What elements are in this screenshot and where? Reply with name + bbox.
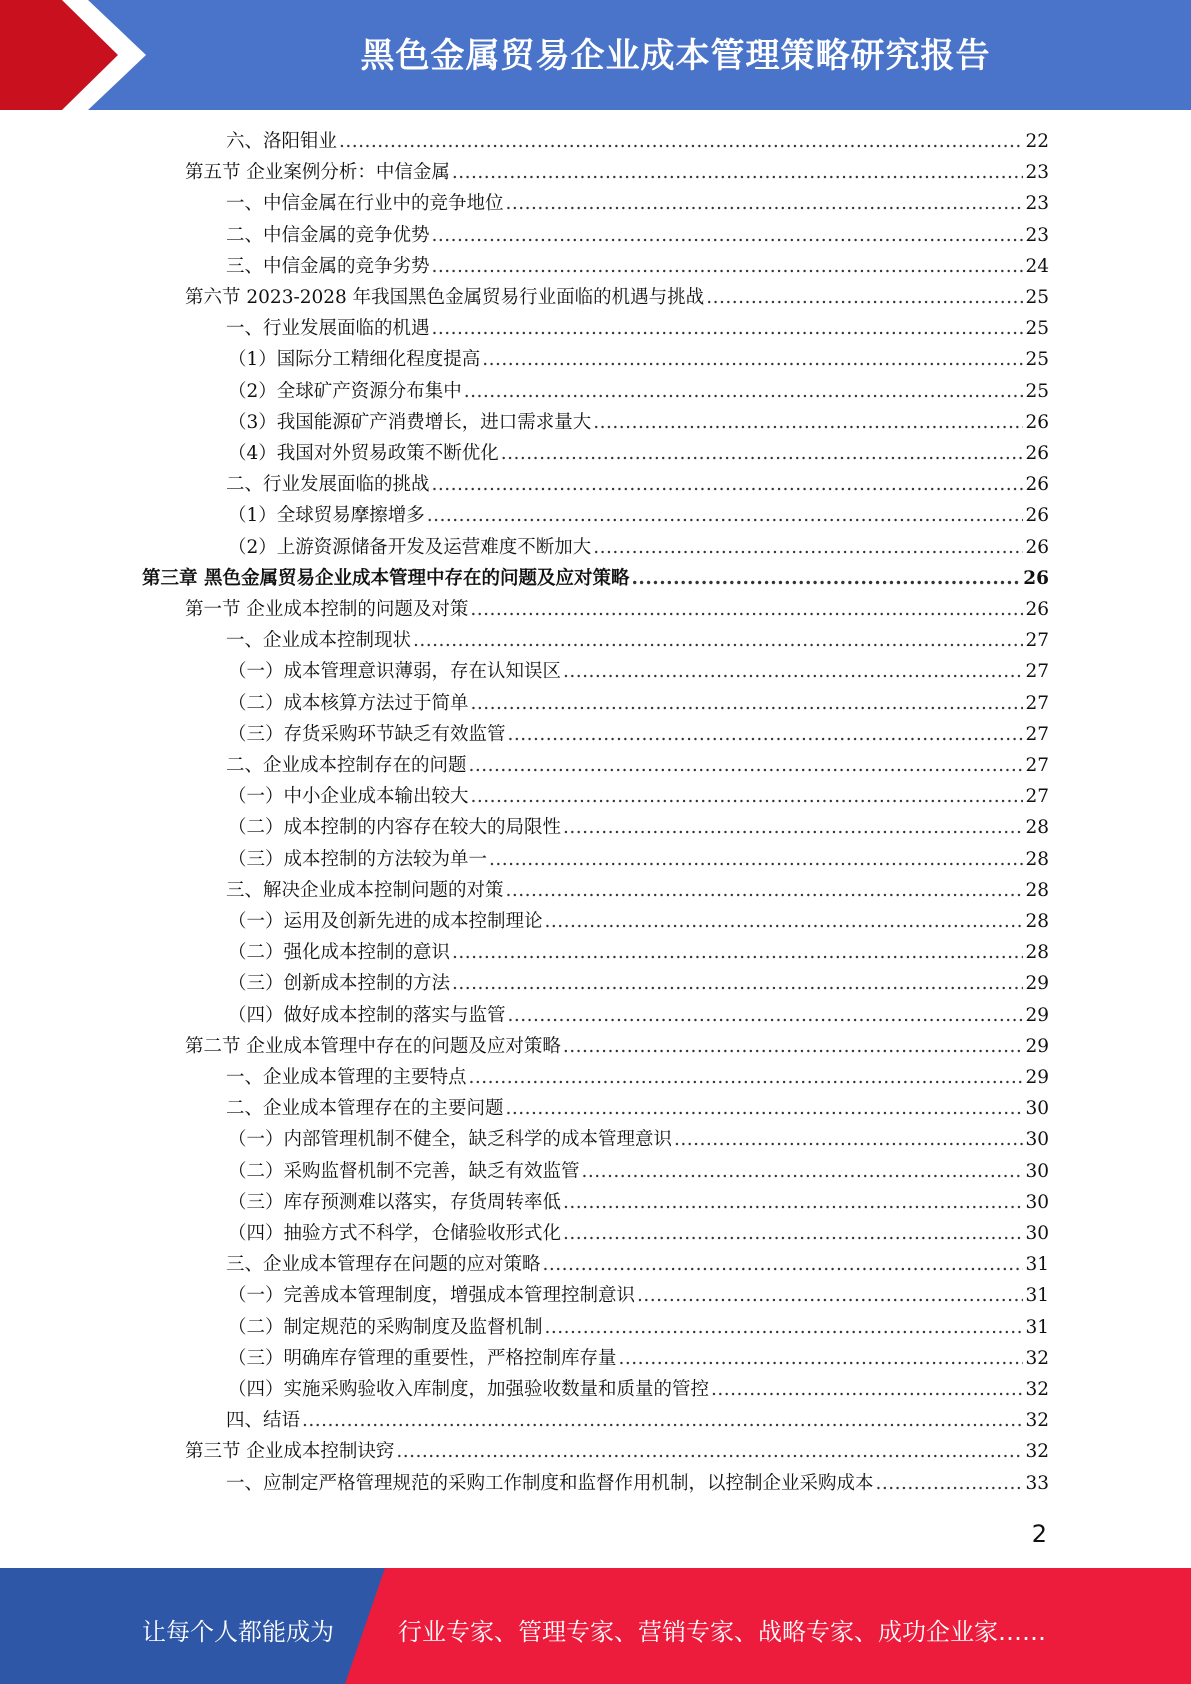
toc-entry-page: 24 xyxy=(1025,255,1049,277)
toc-entry[interactable] xyxy=(228,1188,1049,1219)
toc-entry-page: 30 xyxy=(1025,1098,1049,1120)
toc-entry-page: 29 xyxy=(1025,1035,1049,1057)
toc-entry[interactable] xyxy=(228,345,1049,376)
toc-leader-dots xyxy=(469,755,1024,776)
toc-entry-page: 26 xyxy=(1025,505,1049,527)
toc-entry-page: 23 xyxy=(1025,193,1049,215)
toc-entry-title: 第六节 2023-2028 年我国黑色金属贸易行业面临的机遇与挑战 xyxy=(185,287,705,308)
toc-leader-dots xyxy=(501,443,1024,464)
toc-entry-page: 30 xyxy=(1025,1160,1049,1182)
toc-entry[interactable] xyxy=(226,314,1049,345)
toc-entry-title: 一、企业成本控制现状 xyxy=(226,630,412,652)
toc-leader-dots xyxy=(432,474,1024,495)
toc-entry[interactable] xyxy=(142,564,1049,595)
toc-entry-title: （三）存货采购环节缺乏有效监管 xyxy=(228,723,506,745)
toc-entry[interactable] xyxy=(226,1063,1049,1094)
toc-entry-title: （2）上游资源储备开发及运营难度不断加大 xyxy=(228,536,592,558)
toc-leader-dots xyxy=(593,412,1023,433)
toc-entry-title: （三）明确库存管理的重要性，严格控制库存量 xyxy=(228,1347,617,1369)
toc-entry[interactable] xyxy=(228,907,1049,938)
toc-leader-dots xyxy=(302,1410,1023,1431)
toc-entry-page: 27 xyxy=(1025,723,1049,745)
toc-leader-dots xyxy=(563,1036,1024,1057)
toc-leader-dots xyxy=(506,880,1024,901)
toc-entry-page: 26 xyxy=(1025,474,1049,496)
toc-entry-title: （一）中小企业成本输出较大 xyxy=(228,786,469,808)
toc-leader-dots xyxy=(582,1161,1024,1182)
page-header xyxy=(0,0,1191,110)
toc-leader-dots xyxy=(452,942,1023,963)
toc-entry-page: 28 xyxy=(1025,817,1049,839)
toc-entry-page: 27 xyxy=(1025,786,1049,808)
toc-entry-title: （2）全球矿产资源分布集中 xyxy=(228,380,462,402)
toc-leader-dots xyxy=(637,1285,1023,1306)
toc-leader-dots xyxy=(464,381,1024,402)
toc-entry-title: 三、中信金属的竞争劣势 xyxy=(226,255,430,277)
toc-entry-title: 六、洛阳钼业 xyxy=(226,131,338,152)
toc-entry-title: （4）我国对外贸易政策不断优化 xyxy=(228,443,499,464)
toc-entry-title: （3）我国能源矿产消费增长，进口需求量大 xyxy=(228,411,592,433)
toc-entry-title: （四）实施采购验收入库制度，加强验收数量和质量的管控 xyxy=(228,1379,710,1400)
toc-entry[interactable] xyxy=(185,158,1049,189)
toc-entry[interactable] xyxy=(228,1219,1049,1250)
toc-entry-page: 28 xyxy=(1025,848,1049,870)
toc-leader-dots xyxy=(489,849,1023,870)
toc-entry[interactable] xyxy=(228,1281,1049,1312)
toc-entry[interactable] xyxy=(228,813,1049,844)
toc-entry-title: （二）采购监督机制不完善，缺乏有效监管 xyxy=(228,1160,580,1182)
toc-leader-dots xyxy=(711,1379,1023,1400)
toc-leader-dots xyxy=(674,1129,1023,1150)
toc-entry-title: （四）抽验方式不科学，仓储验收形式化 xyxy=(228,1223,562,1244)
report-title: 黑色金属贸易企业成本管理策略研究报告 xyxy=(360,36,991,76)
toc-entry[interactable] xyxy=(228,533,1049,564)
toc-leader-dots xyxy=(471,786,1024,807)
toc-leader-dots xyxy=(506,1098,1024,1119)
toc-entry[interactable] xyxy=(185,595,1049,626)
footer-slogan-right: 行业专家、管理专家、营销专家、战略专家、成功企业家…… xyxy=(398,1618,1046,1646)
toc-leader-dots xyxy=(508,1005,1024,1026)
toc-entry-title: （二）成本控制的内容存在较大的局限性 xyxy=(228,817,562,839)
toc-entry-title: 第二节 企业成本管理中存在的问题及应对策略 xyxy=(185,1035,561,1057)
toc-entry-page: 32 xyxy=(1025,1441,1049,1463)
page-number: 2 xyxy=(1031,1520,1047,1548)
toc-entry-page: 33 xyxy=(1025,1472,1049,1494)
toc-entry-title: 第三章 黑色金属贸易企业成本管理中存在的问题及应对策略 xyxy=(142,567,630,589)
toc-entry[interactable] xyxy=(228,782,1049,813)
page-footer xyxy=(0,1568,1191,1684)
toc-leader-dots xyxy=(452,162,1024,183)
toc-entry-page: 29 xyxy=(1025,973,1049,995)
toc-leader-dots xyxy=(563,661,1023,682)
toc-entry[interactable] xyxy=(226,470,1049,501)
toc-entry-title: 一、行业发展面临的机遇 xyxy=(226,318,430,340)
toc-entry-title: 二、企业成本控制存在的问题 xyxy=(226,755,467,776)
toc-entry[interactable] xyxy=(226,1469,1049,1500)
toc-entry-title: （1）国际分工精细化程度提高 xyxy=(228,349,481,371)
toc-leader-dots xyxy=(631,568,1021,589)
toc-entry-page: 32 xyxy=(1025,1379,1049,1400)
toc-leader-dots xyxy=(432,256,1024,277)
toc-leader-dots xyxy=(545,911,1024,932)
toc-entry-title: 一、应制定严格管理规范的采购工作制度和监督作用机制，以控制企业采购成本 xyxy=(226,1472,874,1494)
toc-entry[interactable] xyxy=(226,1250,1049,1281)
toc-entry-title: 第三节 企业成本控制诀窍 xyxy=(185,1441,395,1463)
toc-entry[interactable] xyxy=(228,845,1049,876)
toc-leader-dots xyxy=(508,724,1024,745)
toc-leader-dots xyxy=(543,1254,1024,1275)
toc-entry[interactable] xyxy=(226,252,1049,283)
toc-entry-title: （四）做好成本控制的落实与监管 xyxy=(228,1004,506,1026)
toc-entry[interactable] xyxy=(228,1125,1049,1156)
toc-entry-title: 二、企业成本管理存在的主要问题 xyxy=(226,1098,504,1120)
toc-entry[interactable] xyxy=(228,657,1049,688)
toc-entry-title: （一）完善成本管理制度，增强成本管理控制意识 xyxy=(228,1285,636,1307)
toc-entry-page: 25 xyxy=(1025,318,1049,340)
toc-entry[interactable] xyxy=(226,221,1049,252)
toc-entry-page: 28 xyxy=(1025,942,1049,964)
toc-entry-title: 三、解决企业成本控制问题的对策 xyxy=(226,879,504,901)
toc-entry-page: 30 xyxy=(1025,1191,1049,1213)
toc-leader-dots xyxy=(427,505,1024,526)
toc-entry-page: 30 xyxy=(1025,1129,1049,1151)
toc-entry[interactable] xyxy=(228,1157,1049,1188)
toc-entry[interactable] xyxy=(228,1001,1049,1032)
toc-entry[interactable] xyxy=(226,876,1049,907)
toc-entry[interactable] xyxy=(228,938,1049,969)
header-arrow-decoration xyxy=(0,0,160,110)
toc-entry[interactable] xyxy=(228,1375,1049,1406)
toc-entry-title: 一、中信金属在行业中的竞争地位 xyxy=(226,193,504,215)
toc-entry-title: （二）制定规范的采购制度及监督机制 xyxy=(228,1316,543,1338)
toc-leader-dots xyxy=(432,318,1024,339)
toc-entry-page: 31 xyxy=(1025,1254,1049,1276)
toc-entry[interactable] xyxy=(228,377,1049,408)
toc-entry-page: 25 xyxy=(1025,349,1049,371)
toc-leader-dots xyxy=(706,287,1023,308)
toc-entry-page: 28 xyxy=(1025,911,1049,932)
toc-leader-dots xyxy=(545,1317,1024,1338)
toc-leader-dots xyxy=(432,225,1024,246)
toc-entry-page: 25 xyxy=(1025,380,1049,402)
toc-entry[interactable] xyxy=(228,689,1049,720)
toc-entry-page: 26 xyxy=(1025,599,1049,620)
toc-entry[interactable] xyxy=(228,1313,1049,1344)
toc-entry-title: （一）内部管理机制不健全，缺乏科学的成本管理意识 xyxy=(228,1129,673,1151)
toc-leader-dots xyxy=(563,1223,1023,1244)
toc-entry-title: （三）创新成本控制的方法 xyxy=(228,973,451,995)
toc-entry-page: 32 xyxy=(1025,1347,1049,1369)
toc-entry[interactable] xyxy=(226,127,1049,158)
toc-entry-page: 23 xyxy=(1025,224,1049,246)
toc-entry-page: 23 xyxy=(1025,162,1049,184)
toc-entry-page: 22 xyxy=(1025,131,1049,152)
toc-entry-page: 26 xyxy=(1025,411,1049,433)
toc-leader-dots xyxy=(619,1348,1024,1369)
toc-entry-title: 第一节 企业成本控制的问题及对策 xyxy=(185,599,469,620)
toc-leader-dots xyxy=(876,1473,1024,1494)
toc-entry-page: 27 xyxy=(1025,692,1049,714)
toc-entry-title: （二）成本核算方法过于简单 xyxy=(228,692,469,714)
toc-leader-dots xyxy=(339,131,1023,152)
toc-entry[interactable] xyxy=(226,751,1049,782)
toc-entry-page: 26 xyxy=(1023,567,1049,589)
toc-entry[interactable] xyxy=(226,189,1049,220)
toc-entry[interactable] xyxy=(226,1094,1049,1125)
toc-entry[interactable] xyxy=(185,1032,1049,1063)
toc-entry-page: 29 xyxy=(1025,1067,1049,1088)
toc-leader-dots xyxy=(396,1441,1023,1462)
toc-entry-title: （一）成本管理意识薄弱，存在认知误区 xyxy=(228,661,562,683)
toc-entry-page: 32 xyxy=(1025,1410,1049,1432)
toc-entry[interactable] xyxy=(228,501,1049,532)
toc-entry-title: 二、中信金属的竞争优势 xyxy=(226,224,430,246)
toc-entry-page: 28 xyxy=(1025,879,1049,901)
toc-entry-title: （1）全球贸易摩擦增多 xyxy=(228,505,425,527)
toc-leader-dots xyxy=(413,630,1023,651)
toc-entry-page: 31 xyxy=(1025,1285,1049,1307)
footer-slogan-left: 让每个人都能成为 xyxy=(142,1618,334,1646)
toc-entry-title: （二）强化成本控制的意识 xyxy=(228,942,451,964)
toc-entry[interactable] xyxy=(228,720,1049,751)
toc-entry[interactable] xyxy=(228,1344,1049,1375)
toc-leader-dots xyxy=(482,349,1023,370)
toc-entry-page: 27 xyxy=(1025,755,1049,776)
toc-entry-page: 26 xyxy=(1025,443,1049,464)
toc-entry[interactable] xyxy=(226,626,1049,657)
toc-entry-page: 30 xyxy=(1025,1223,1049,1244)
toc-entry-title: 第五节 企业案例分析：中信金属 xyxy=(185,162,450,184)
toc-entry[interactable] xyxy=(226,1406,1049,1437)
toc-entry[interactable] xyxy=(185,283,1049,314)
toc-entry-title: 二、行业发展面临的挑战 xyxy=(226,474,430,496)
toc-leader-dots xyxy=(563,1192,1023,1213)
toc-entry-page: 26 xyxy=(1025,536,1049,558)
toc-leader-dots xyxy=(563,817,1023,838)
toc-entry[interactable] xyxy=(185,1437,1049,1468)
toc-leader-dots xyxy=(469,1067,1024,1088)
toc-entry-title: （一）运用及创新先进的成本控制理论 xyxy=(228,911,543,932)
toc-leader-dots xyxy=(593,537,1023,558)
toc-entry-title: 四、结语 xyxy=(226,1410,301,1432)
toc-leader-dots xyxy=(470,599,1023,620)
toc-entry-page: 27 xyxy=(1025,661,1049,683)
toc-entry-title: 一、企业成本管理的主要特点 xyxy=(226,1067,467,1088)
toc-entry[interactable] xyxy=(228,439,1049,470)
toc-entry-title: 三、企业成本管理存在问题的应对策略 xyxy=(226,1254,541,1276)
toc-entry-page: 29 xyxy=(1025,1004,1049,1026)
toc-entry-page: 31 xyxy=(1025,1316,1049,1338)
toc-entry-page: 27 xyxy=(1025,630,1049,652)
toc-leader-dots xyxy=(452,973,1023,994)
toc-entry-title: （三）成本控制的方法较为单一 xyxy=(228,848,488,870)
toc-entry[interactable] xyxy=(228,408,1049,439)
toc-entry-title: （三）库存预测难以落实，存货周转率低 xyxy=(228,1191,562,1213)
toc-entry-page: 25 xyxy=(1025,287,1049,308)
toc-entry[interactable] xyxy=(228,969,1049,1000)
toc-leader-dots xyxy=(471,693,1024,714)
toc-leader-dots xyxy=(506,193,1024,214)
